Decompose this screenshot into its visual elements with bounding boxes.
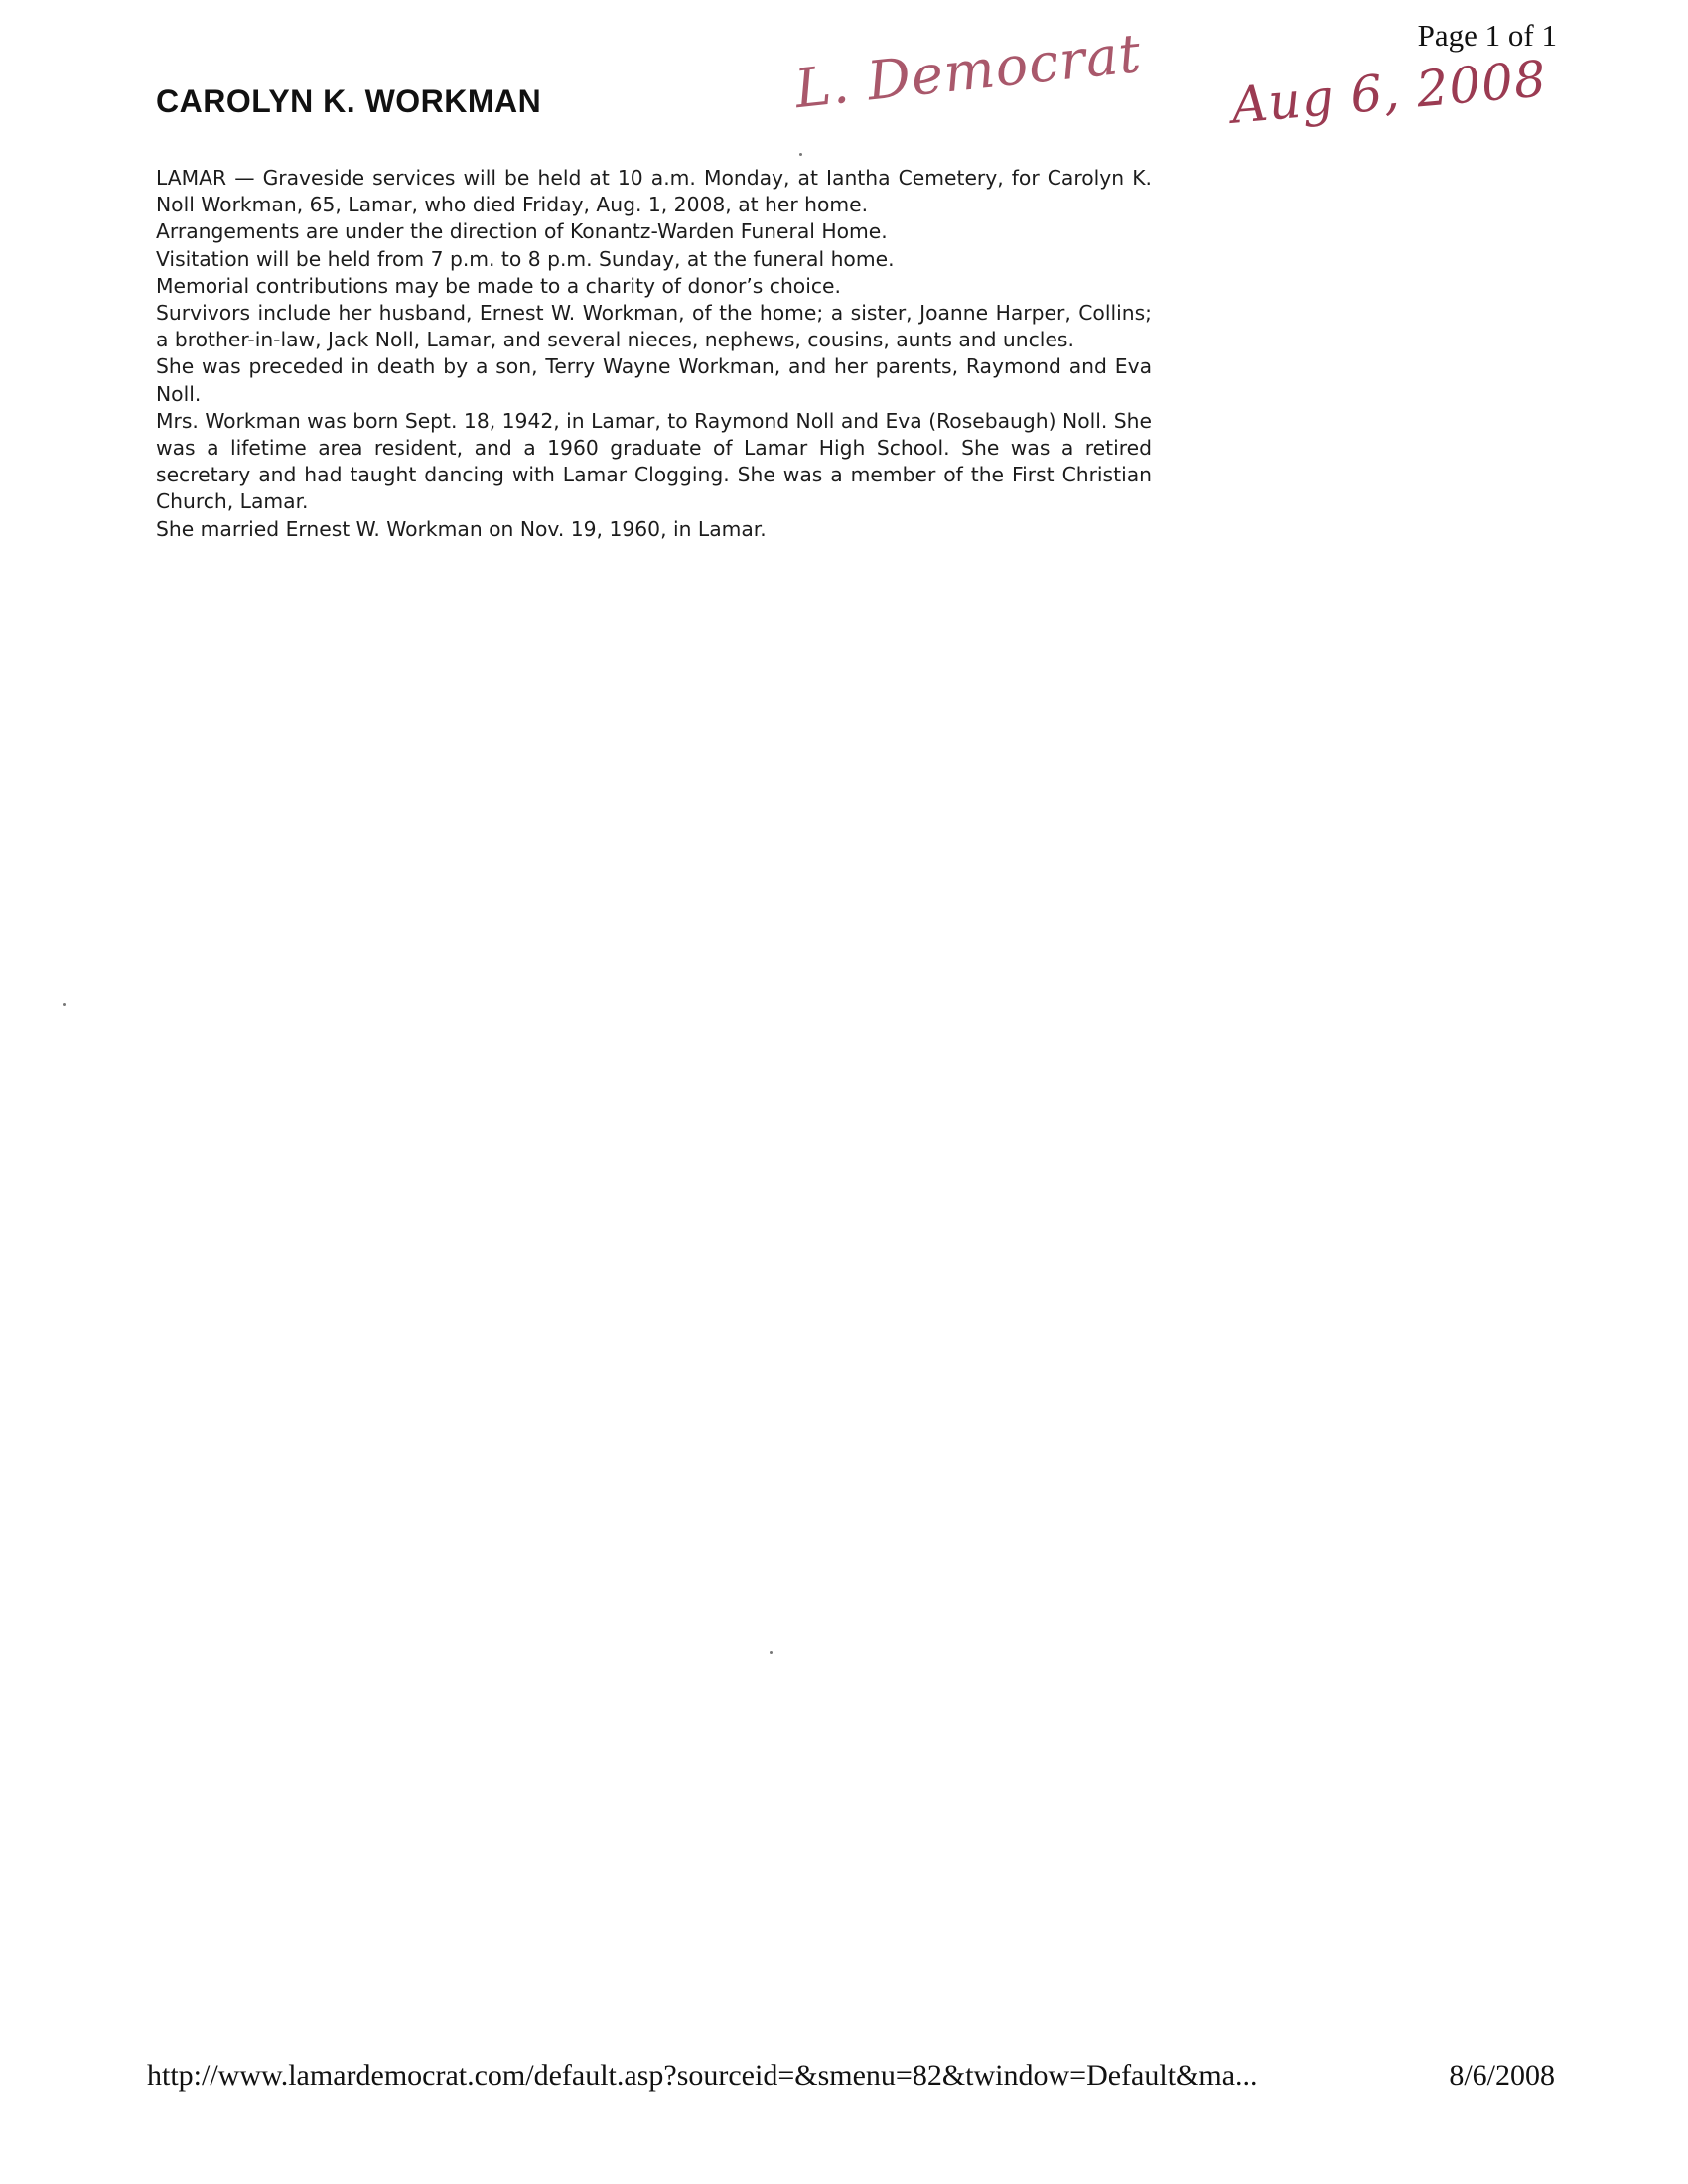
paragraph-biography: Mrs. Workman was born Sept. 18, 1942, in Lamar, to Raymond Noll and Eva (Rosebaugh) Noll. She was a lifetime area resident, and a 1960 graduate of Lamar High School. She was a retired secretary and had taught dancing with Lamar Clogging. She was a member of the First Christian Church, Lamar.: [156, 408, 1152, 514]
scan-speck: [799, 153, 802, 156]
page-indicator: Page 1 of 1: [1417, 18, 1557, 53]
handwritten-publication-note: L. Democrat: [791, 21, 1145, 121]
print-date: 8/6/2008: [1449, 2059, 1555, 2092]
scan-speck: [770, 1651, 773, 1654]
obituary-title: CAROLYN K. WORKMAN: [156, 83, 542, 119]
paragraph-preceded: She was preceded in death by a son, Terry Wayne Workman, and her parents, Raymond and Eva Noll.: [156, 354, 1152, 406]
obituary-body: [156, 165, 1152, 543]
paragraph-arrangements: Arrangements are under the direction of Konantz-Warden Funeral Home.: [156, 219, 888, 244]
paragraph-memorials: Memorial contributions may be made to a charity of donor’s choice.: [156, 273, 841, 298]
paragraph-marriage: She married Ernest W. Workman on Nov. 19, 1960, in Lamar.: [156, 516, 767, 541]
source-url: http://www.lamardemocrat.com/default.asp?sourceid=&smenu=82&twindow=Default&ma...: [147, 2059, 1258, 2092]
scan-speck: [63, 1003, 66, 1006]
paragraph-visitation: Visitation will be held from 7 p.m. to 8 p.m. Sunday, at the funeral home.: [156, 246, 895, 271]
paragraph-survivors: Survivors include her husband, Ernest W. Workman, of the home; a sister, Joanne Harper, Collins; a brother-in-law, Jack Noll, Lamar, and several nieces, nephews, cousins, aunts and uncles.: [156, 301, 1152, 352]
paragraph-services: LAMAR — Graveside services will be held at 10 a.m. Monday, at Iantha Cemetery, for Carolyn K. Noll Workman, 65, Lamar, who died Friday, Aug. 1, 2008, at her home.: [156, 166, 1152, 217]
handwritten-date-note: Aug 6, 2008: [1229, 50, 1549, 135]
